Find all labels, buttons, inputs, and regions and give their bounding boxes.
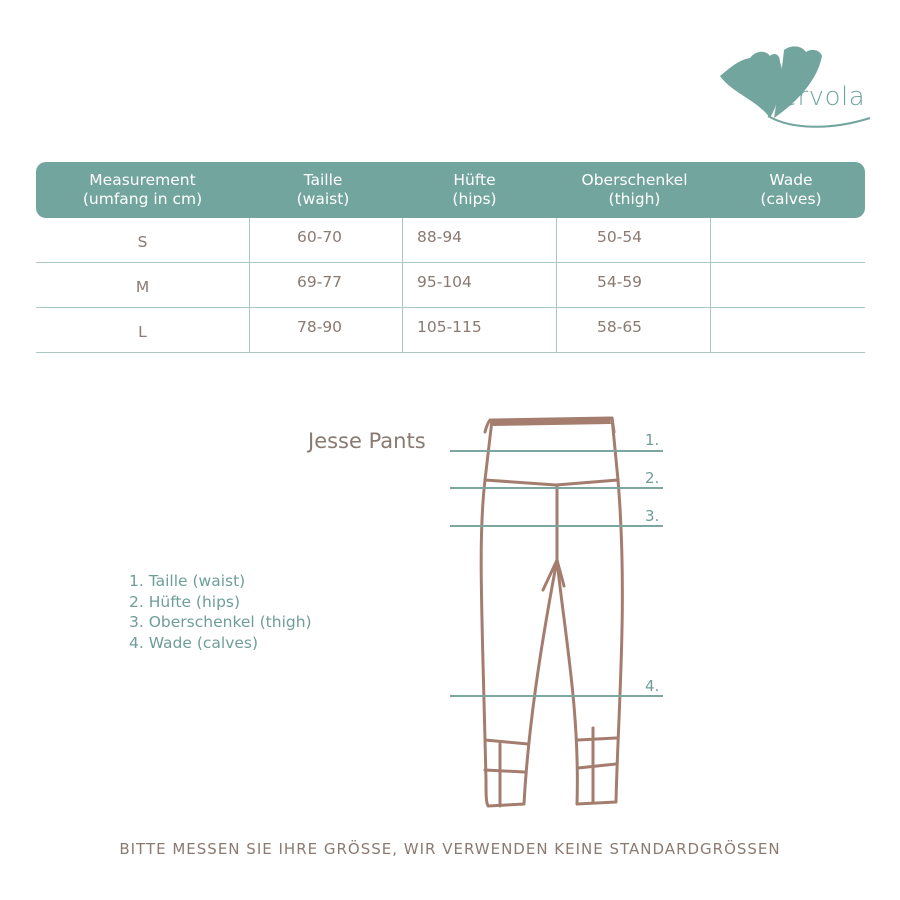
cell-size: L — [36, 308, 250, 352]
pants-drawing-icon — [440, 410, 680, 810]
product-title: Jesse Pants — [308, 429, 426, 453]
header-sublabel: (calves) — [760, 190, 822, 208]
cell-thigh: 58-65 — [557, 308, 711, 352]
brand-wordmark: ervola — [781, 82, 866, 112]
table-header — [36, 162, 865, 218]
marker-2: 2. — [645, 469, 660, 487]
cell-hips: 105-115 — [403, 308, 557, 352]
cell-hips: 88-94 — [403, 218, 557, 262]
size-table — [36, 162, 865, 353]
header-label: Taille — [303, 171, 343, 189]
header-sublabel: (waist) — [296, 190, 350, 208]
header-measurement — [36, 162, 249, 218]
header-hips — [397, 162, 552, 218]
header-calves — [717, 162, 865, 218]
marker-1: 1. — [645, 431, 660, 449]
footer-note: BITTE MESSEN SIE IHRE GRÖSSE, WIR VERWENDEN KEINE STANDARDGRÖSSEN — [119, 840, 781, 858]
header-sublabel: (hips) — [452, 190, 497, 208]
header-sublabel: (umfang in cm) — [82, 190, 203, 208]
header-label: Wade — [769, 171, 813, 189]
measure-line-thigh — [450, 525, 663, 527]
header-waist — [249, 162, 397, 218]
brand-logo — [712, 38, 882, 133]
legend-item: 1. Taille (waist) — [129, 572, 246, 590]
cell-hips: 95-104 — [403, 263, 557, 307]
header-label: Oberschenkel — [581, 171, 688, 189]
measurement-legend — [129, 571, 312, 653]
marker-4: 4. — [645, 677, 660, 695]
legend-item: 2. Hüfte (hips) — [129, 592, 241, 611]
cell-thigh: 50-54 — [557, 218, 711, 262]
cell-calves — [711, 308, 865, 352]
cell-waist: 78-90 — [250, 308, 403, 352]
header-sublabel: (thigh) — [608, 190, 661, 208]
table-row — [36, 308, 865, 353]
measure-line-calves — [450, 695, 663, 697]
marker-3: 3. — [645, 507, 660, 525]
cell-thigh: 54-59 — [557, 263, 711, 307]
header-thigh — [552, 162, 717, 218]
cell-calves — [711, 263, 865, 307]
table-row — [36, 218, 865, 263]
cell-size: S — [36, 218, 250, 262]
cell-calves — [711, 218, 865, 262]
table-row — [36, 263, 865, 308]
header-label: Hüfte — [453, 171, 496, 189]
measure-line-hips — [450, 487, 663, 489]
cell-waist: 69-77 — [250, 263, 403, 307]
legend-item: 3. Oberschenkel (thigh) — [129, 613, 312, 631]
cell-size: M — [36, 263, 250, 307]
measure-line-waist — [450, 450, 663, 452]
header-label: Measurement — [89, 171, 196, 189]
cell-waist: 60-70 — [250, 218, 403, 262]
legend-item: 4. Wade (calves) — [129, 633, 259, 652]
